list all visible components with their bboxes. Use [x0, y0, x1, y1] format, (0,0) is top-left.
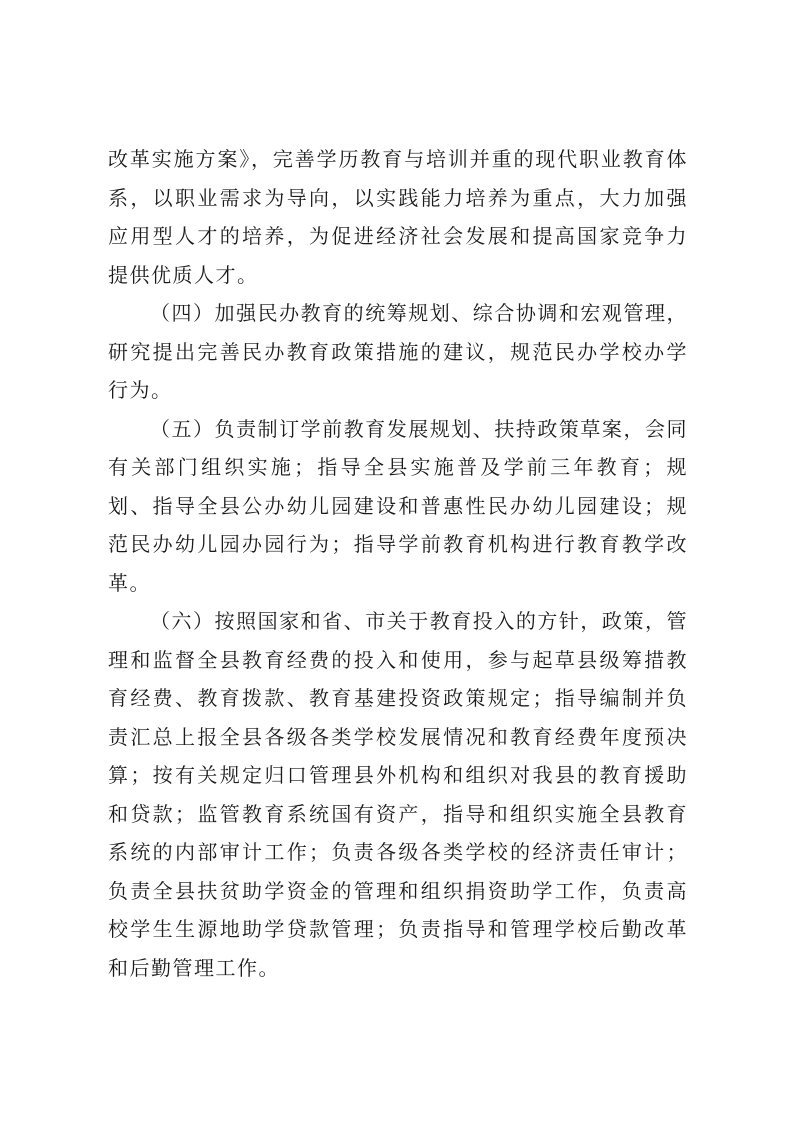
paragraph-item-5: （五）负责制订学前教育发展规划、扶持政策草案，会同有关部门组织实施；指导全县实施普及学前三年教育；规划、指导全县公办幼儿园建设和普惠性民办幼儿园建设；规范民办幼儿园办园行为；指导学前教育机构进行教育教学改革。 [108, 416, 688, 595]
paragraph-item-4: （四）加强民办教育的统筹规划、综合协调和宏观管理，研究提出完善民办教育政策措施的建议，规范民办学校办学行为。 [108, 301, 688, 402]
paragraph-continuation: 改革实施方案》，完善学历教育与培训并重的现代职业教育体系，以职业需求为导向，以实践能力培养为重点，大力加强应用型人才的培养，为促进经济社会发展和提高国家竞争力提供优质人才。 [108, 147, 688, 287]
document-body [108, 140, 688, 987]
paragraph-item-6: （六）按照国家和省、市关于教育投入的方针，政策，管理和监督全县教育经费的投入和使用，参与起草县级筹措教育经费、教育拨款、教育基建投资政策规定；指导编制并负责汇总上报全县各级各类学校发展情况和教育经费年度预决算；按有关规定归口管理县外机构和组织对我县的教育援助和贷款；监管教育系统国有资产，指导和组织实施全县教育系统的内部审计工作；负责各级各类学校的经济责任审计；负责全县扶贫助学资金的管理和组织捐资助学工作，负责高校学生生源地助学贷款管理；负责指导和管理学校后勤改革和后勤管理工作。 [108, 609, 688, 980]
